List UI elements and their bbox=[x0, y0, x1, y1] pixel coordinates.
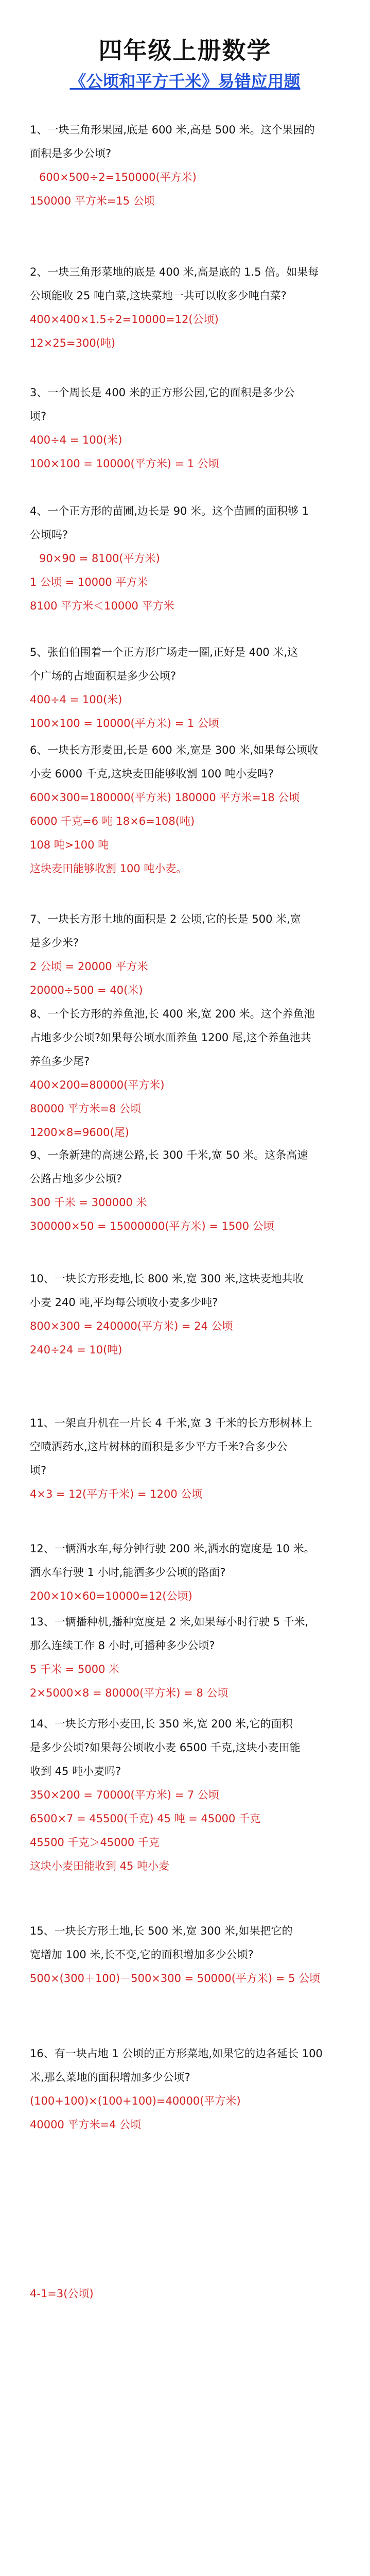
answer-line: 350×200 = 70000(平方米) = 7 公顷 bbox=[30, 1789, 219, 1801]
answer-line: (100+100)×(100+100)=40000(平方米) bbox=[30, 2095, 241, 2107]
question-line: 12、一辆洒水车,每分钟行驶 200 米,洒水的宽度是 10 米。 bbox=[30, 1543, 315, 1555]
question-line: 小麦 6000 千克,这块麦田能够收割 100 吨小麦吗? bbox=[30, 768, 274, 780]
answer-line: 6000 千克=6 吨 18×6=108(吨) bbox=[30, 815, 195, 827]
answer-line: 400×200=80000(平方米) bbox=[30, 1079, 165, 1091]
question-line: 7、一块长方形土地的面积是 2 公顷,它的长是 500 米,宽 bbox=[30, 913, 301, 925]
answer-line: 300 千米 = 300000 米 bbox=[30, 1196, 147, 1209]
answer-line: 20000÷500 = 40(米) bbox=[30, 984, 143, 996]
answer-line: 2 公顷 = 20000 平方米 bbox=[30, 960, 148, 973]
question-line: 15、一块长方形土地,长 500 米,宽 300 米,如果把它的 bbox=[30, 1925, 293, 1937]
answer-line: 100×100 = 10000(平方米) = 1 公顷 bbox=[30, 717, 219, 730]
question-line: 公顷能收 25 吨白菜,这块菜地一共可以收多少吨白菜? bbox=[30, 290, 287, 302]
answer-line: 2×5000×8 = 80000(平方米) = 8 公顷 bbox=[30, 1687, 228, 1699]
answer-line: 108 吨>100 吨 bbox=[30, 839, 109, 851]
answer-line: 6500×7 = 45500(千克) 45 吨 = 45000 千克 bbox=[30, 1812, 261, 1825]
question-line: 个广场的占地面积是多少公顷? bbox=[30, 670, 177, 682]
question-line: 16、有一块占地 1 公顷的正方形菜地,如果它的边各延长 100 bbox=[30, 2047, 323, 2060]
answer-line: 400×400×1.5÷2=10000=12(公顷) bbox=[30, 313, 219, 326]
question-line: 8、一个长方形的养鱼池,长 400 米,宽 200 米。这个养鱼池 bbox=[30, 1008, 315, 1020]
question-line: 11、一架直升机在一片长 4 千米,宽 3 千米的长方形树林上 bbox=[30, 1417, 312, 1429]
question-line: 公顷吗? bbox=[30, 529, 68, 541]
question-line: 5、张伯伯围着一个正方形广场走一圈,正好是 400 米,这 bbox=[30, 646, 298, 658]
page-subtitle: 《公顷和平方千米》易错应用题 bbox=[69, 72, 301, 91]
answer-line: 这块小麦田能收到 45 吨小麦 bbox=[30, 1860, 170, 1872]
question-line: 1、一块三角形果园,底是 600 米,高是 500 米。这个果园的 bbox=[30, 124, 315, 136]
question-line: 2、一块三角形菜地的底是 400 米,高是底的 1.5 倍。如果每 bbox=[30, 266, 319, 278]
question-line: 9、一条新建的高速公路,长 300 千米,宽 50 米。这条高速 bbox=[30, 1149, 308, 1161]
question-line: 顷? bbox=[30, 410, 47, 422]
question-line: 14、一块长方形小麦田,长 350 米,宽 200 米,它的面积 bbox=[30, 1718, 293, 1730]
answer-line: 800×300 = 240000(平方米) = 24 公顷 bbox=[30, 1320, 233, 1332]
answer-line: 4×3 = 12(平方千米) = 1200 公顷 bbox=[30, 1488, 203, 1500]
answer-line: 200×10×60=10000=12(公顷) bbox=[30, 1590, 192, 1602]
answer-line: 5 千米 = 5000 米 bbox=[30, 1663, 120, 1675]
question-line: 13、一辆播种机,播种宽度是 2 米,如果每小时行驶 5 千米, bbox=[30, 1616, 309, 1628]
question-line: 10、一块长方形麦地,长 800 米,宽 300 米,这块麦地共收 bbox=[30, 1273, 304, 1285]
answer-line: 80000 平方米=8 公顷 bbox=[30, 1103, 142, 1115]
answer-line: 600×500÷2=150000(平方米) bbox=[39, 171, 197, 183]
answer-line: 400÷4 = 100(米) bbox=[30, 434, 122, 446]
answer-line: 90×90 = 8100(平方米) bbox=[39, 552, 160, 565]
answer-line: 400÷4 = 100(米) bbox=[30, 693, 122, 706]
question-line: 顷? bbox=[30, 1464, 47, 1477]
footnote: 4-1=3(公顷) bbox=[30, 2287, 94, 2300]
question-line: 4、一个正方形的苗圃,边长是 90 米。这个苗圃的面积够 1 bbox=[30, 505, 309, 517]
question-line: 米,那么菜地的面积增加多少公顷? bbox=[30, 2071, 190, 2083]
answer-line: 40000 平方米=4 公顷 bbox=[30, 2119, 142, 2131]
question-line: 6、一块长方形麦田,长是 600 米,宽是 300 米,如果每公顷收 bbox=[30, 744, 319, 756]
question-line: 面积是多少公顷? bbox=[30, 147, 112, 160]
answer-line: 1200×8=9600(尾) bbox=[30, 1126, 129, 1139]
question-line: 占地多少公顷?如果每公顷水面养鱼 1200 尾,这个养鱼池共 bbox=[30, 1031, 311, 1044]
answer-line: 1 公顷 = 10000 平方米 bbox=[30, 576, 148, 588]
question-line: 空喷洒药水,这片树林的面积是多少平方千米?合多少公 bbox=[30, 1440, 288, 1453]
answer-line: 300000×50 = 15000000(平方米) = 1500 公顷 bbox=[30, 1220, 274, 1232]
answer-line: 这块麦田能够收割 100 吨小麦。 bbox=[30, 862, 187, 875]
answer-line: 500×(300＋100)－500×300 = 50000(平方米) = 5 公顷 bbox=[30, 1972, 321, 1985]
answer-line: 600×300=180000(平方米) 180000 平方米=18 公顷 bbox=[30, 791, 300, 804]
answer-line: 8100 平方米＜10000 平方米 bbox=[30, 600, 174, 612]
question-line: 是多少公顷?如果每公顷收小麦 6500 千克,这块小麦田能 bbox=[30, 1741, 301, 1754]
question-line: 洒水车行驶 1 小时,能洒多少公顷的路面? bbox=[30, 1566, 226, 1579]
answer-line: 150000 平方米=15 公顷 bbox=[30, 195, 155, 207]
answer-line: 100×100 = 10000(平方米) = 1 公顷 bbox=[30, 457, 219, 470]
question-line: 公路占地多少公顷? bbox=[30, 1173, 122, 1185]
question-line: 小麦 240 吨,平均每公顷收小麦多少吨? bbox=[30, 1296, 218, 1309]
answer-line: 12×25=300(吨) bbox=[30, 337, 116, 349]
answer-line: 240÷24 = 10(吨) bbox=[30, 1344, 122, 1356]
question-line: 3、一个周长是 400 米的正方形公园,它的面积是多少公 bbox=[30, 386, 295, 399]
question-line: 宽增加 100 米,长不变,它的面积增加多少公顷? bbox=[30, 1948, 254, 1961]
question-line: 收到 45 吨小麦吗? bbox=[30, 1765, 121, 1777]
question-line: 那么连续工作 8 小时,可播种多少公顷? bbox=[30, 1639, 215, 1652]
page-title: 四年级上册数学 bbox=[98, 37, 272, 64]
answer-line: 45500 千克＞45000 千克 bbox=[30, 1836, 160, 1849]
question-line: 养鱼多少尾? bbox=[30, 1055, 90, 1067]
question-line: 是多少米? bbox=[30, 937, 79, 949]
